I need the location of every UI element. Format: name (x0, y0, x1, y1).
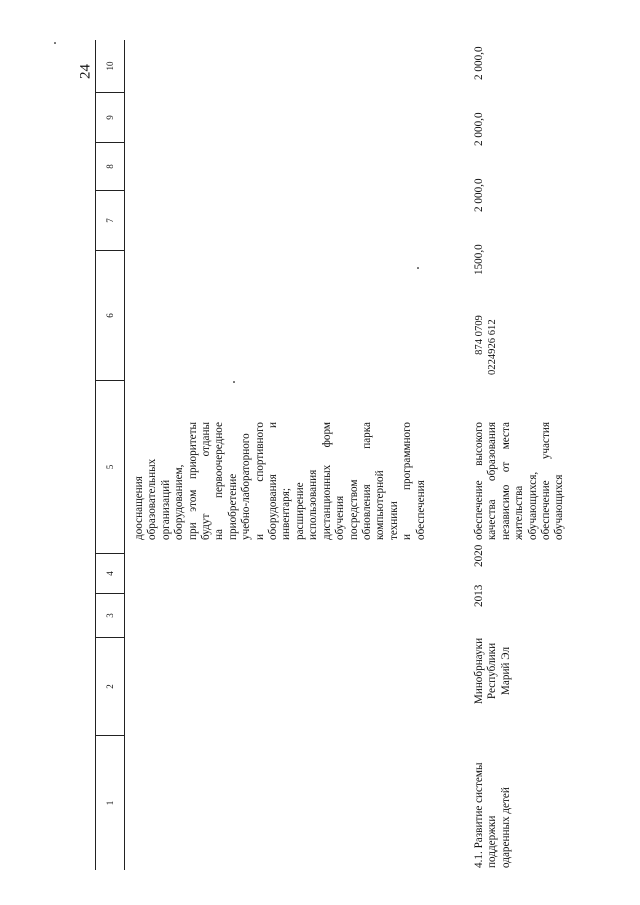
row-4-1-amount-col10: 2 000,0 (473, 46, 485, 80)
row-4-1-amount-col8: 2 000,0 (473, 178, 485, 212)
column-header-6: 6 (96, 250, 124, 380)
text-line: Минобрнауки (473, 637, 485, 705)
text-line: использования (307, 469, 320, 540)
text-line: оборудованием, (173, 464, 186, 540)
row-4-1-amount-col9: 2 000,0 (473, 112, 485, 146)
text-line: обучающихся (553, 474, 566, 540)
text-line: 0224926 612 (487, 319, 499, 375)
text-line: дистанционных форм (320, 422, 333, 540)
text-line: и программного (401, 422, 414, 540)
row-4-1-start-year: 2013 (473, 584, 485, 607)
text-line: и спортивного (253, 422, 266, 540)
text-line: организаций (159, 479, 172, 540)
text-line: Республики (486, 642, 499, 700)
row-4-1-budget-code (473, 295, 500, 375)
text-line: независимо от места (499, 422, 512, 540)
column-header-5: 5 (96, 380, 124, 553)
text-line: обеспечение высокого (473, 422, 485, 540)
text-line: 874 0709 (474, 315, 485, 355)
column-header-1: 1 (96, 735, 124, 870)
column-header-3: 3 (96, 593, 124, 637)
text-line: обучающихся, (526, 471, 539, 540)
scan-speck (54, 42, 56, 44)
text-line: посредством (347, 479, 360, 540)
text-line: одаренных детей (499, 787, 512, 868)
row-4-1-end-year: 2020 (473, 544, 485, 567)
text-line: обновления парка (360, 422, 373, 540)
column-header-2: 2 (96, 637, 124, 735)
row-4-1-amount-col7: 1500,0 (473, 244, 485, 275)
scan-speck (233, 381, 235, 383)
text-line: образовательных (146, 458, 159, 540)
continuation-text-block (133, 422, 428, 540)
text-line: инвентаря; (280, 488, 293, 540)
text-line: расширение (293, 482, 306, 540)
table-header-row (95, 40, 125, 870)
text-line: приобретение (226, 473, 239, 540)
text-line: техники (387, 501, 400, 540)
text-line: при этом приоритеты (186, 422, 199, 540)
row-4-1-expected-result (473, 422, 567, 540)
rotated-table (95, 40, 566, 870)
column-header-7: 7 (96, 190, 124, 250)
text-line: обеспечения (414, 480, 427, 540)
text-line: обучения (334, 495, 347, 540)
text-line: оборудования и (267, 422, 280, 540)
column-header-10: 10 (105, 61, 115, 71)
row-4-1-executor (473, 637, 513, 705)
column-header-9: 9 (96, 92, 124, 142)
page-number: 24 (77, 64, 94, 79)
text-line: компьютерной (374, 470, 387, 540)
text-line: будут отданы (200, 422, 213, 540)
text-line: дооснащения (133, 476, 145, 540)
column-header-4: 4 (96, 553, 124, 593)
text-line: жительства (513, 485, 526, 540)
text-line: на первоочередное (213, 422, 226, 540)
text-line: обеспечение участия (540, 422, 553, 540)
text-line: качества образования (486, 422, 499, 540)
text-line: 4.1. Развитие системы (473, 762, 485, 868)
text-line: учебно-лабораторного (240, 433, 253, 540)
text-line: Марий Эл (499, 646, 512, 696)
scan-speck (417, 267, 419, 269)
column-header-8: 8 (96, 142, 124, 190)
text-line: поддержки (486, 815, 499, 868)
row-4-1-title (473, 742, 513, 868)
